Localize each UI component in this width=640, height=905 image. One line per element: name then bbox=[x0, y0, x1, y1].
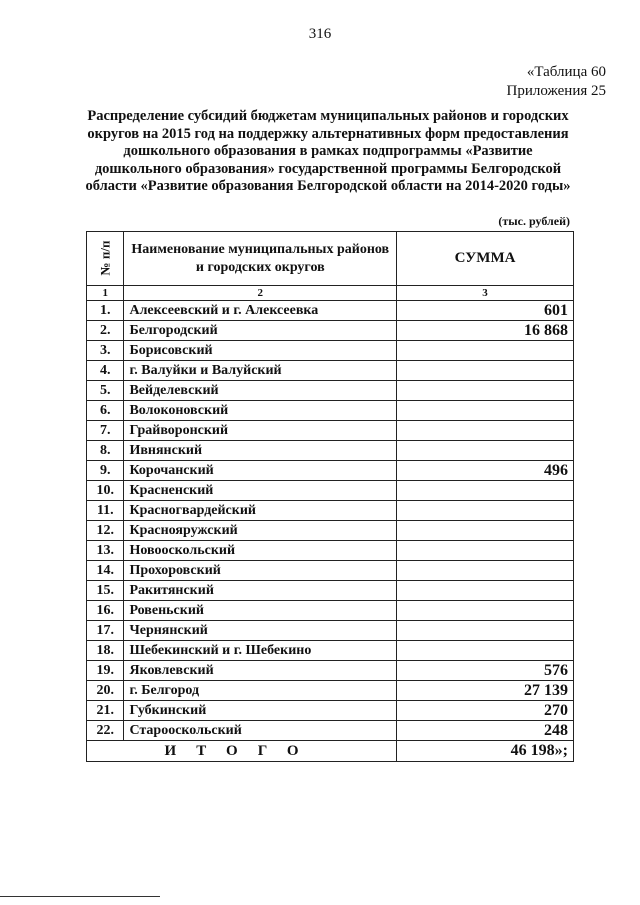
row-district: Ивнянский bbox=[124, 441, 397, 461]
row-district: Красногвардейский bbox=[124, 501, 397, 521]
row-sum bbox=[397, 441, 574, 461]
subsidy-table bbox=[86, 231, 574, 762]
row-district: Борисовский bbox=[124, 341, 397, 361]
row-sum bbox=[397, 561, 574, 581]
row-district: Корочанский bbox=[124, 461, 397, 481]
row-sum: 576 bbox=[397, 661, 574, 681]
row-district: Чернянский bbox=[124, 621, 397, 641]
table-row bbox=[87, 541, 574, 561]
row-number: 6. bbox=[87, 401, 124, 421]
table-row bbox=[87, 621, 574, 641]
column-index-1: 1 bbox=[87, 286, 124, 301]
row-sum bbox=[397, 421, 574, 441]
row-number: 15. bbox=[87, 581, 124, 601]
row-number: 4. bbox=[87, 361, 124, 381]
row-district: Новооскольский bbox=[124, 541, 397, 561]
table-row bbox=[87, 561, 574, 581]
row-number: 19. bbox=[87, 661, 124, 681]
table-row bbox=[87, 481, 574, 501]
row-number: 7. bbox=[87, 421, 124, 441]
row-district: Шебекинский и г. Шебекино bbox=[124, 641, 397, 661]
row-district: г. Белгород bbox=[124, 681, 397, 701]
row-sum bbox=[397, 621, 574, 641]
row-district: Губкинский bbox=[124, 701, 397, 721]
table-reference: «Таблица 60 bbox=[526, 64, 606, 80]
row-number: 17. bbox=[87, 621, 124, 641]
table-row bbox=[87, 361, 574, 381]
row-number: 10. bbox=[87, 481, 124, 501]
row-number: 20. bbox=[87, 681, 124, 701]
row-sum bbox=[397, 601, 574, 621]
row-sum bbox=[397, 501, 574, 521]
table-row bbox=[87, 601, 574, 621]
row-number: 14. bbox=[87, 561, 124, 581]
page-number: 316 bbox=[308, 26, 332, 42]
footer-divider bbox=[0, 896, 160, 897]
table-row bbox=[87, 661, 574, 681]
row-district: Яковлевский bbox=[124, 661, 397, 681]
row-district: Белгородский bbox=[124, 321, 397, 341]
column-index-row bbox=[87, 286, 574, 301]
table-row bbox=[87, 441, 574, 461]
table-header-row bbox=[87, 232, 574, 286]
row-district: Грайворонский bbox=[124, 421, 397, 441]
table-row bbox=[87, 301, 574, 321]
table-row bbox=[87, 381, 574, 401]
row-number: 3. bbox=[87, 341, 124, 361]
table-row bbox=[87, 721, 574, 741]
appendix-number: Приложения 25 bbox=[506, 83, 606, 99]
row-sum: 16 868 bbox=[397, 321, 574, 341]
column-index-2: 2 bbox=[124, 286, 397, 301]
header-sum: СУММА bbox=[397, 232, 574, 286]
table-row bbox=[87, 501, 574, 521]
row-number: 16. bbox=[87, 601, 124, 621]
table-row bbox=[87, 641, 574, 661]
header-number-label: № п/п bbox=[97, 240, 113, 276]
row-sum bbox=[397, 361, 574, 381]
row-sum bbox=[397, 641, 574, 661]
row-number: 9. bbox=[87, 461, 124, 481]
total-row bbox=[87, 741, 574, 762]
row-district: Волоконовский bbox=[124, 401, 397, 421]
total-label: ИТОГО bbox=[87, 741, 397, 762]
row-number: 1. bbox=[87, 301, 124, 321]
row-sum: 27 139 bbox=[397, 681, 574, 701]
document-title: Распределение субсидий бюджетам муниципальных районов и городских округов на 2015 год на поддержку альтернативных форм предоставления дошкольного образования в рамках подпрограммы «Развитие дошкольного образования» государственной программы Белгородской области «Развитие образования Белгородской области на 2014-2020 годы» bbox=[85, 108, 571, 195]
table-row bbox=[87, 421, 574, 441]
row-district: Вейделевский bbox=[124, 381, 397, 401]
row-number: 11. bbox=[87, 501, 124, 521]
row-number: 12. bbox=[87, 521, 124, 541]
row-sum bbox=[397, 401, 574, 421]
table-row bbox=[87, 341, 574, 361]
row-district: Ракитянский bbox=[124, 581, 397, 601]
table-row bbox=[87, 401, 574, 421]
row-number: 2. bbox=[87, 321, 124, 341]
row-sum bbox=[397, 541, 574, 561]
row-district: Прохоровский bbox=[124, 561, 397, 581]
row-sum bbox=[397, 341, 574, 361]
row-number: 5. bbox=[87, 381, 124, 401]
row-number: 8. bbox=[87, 441, 124, 461]
row-sum: 270 bbox=[397, 701, 574, 721]
row-number: 13. bbox=[87, 541, 124, 561]
table-row bbox=[87, 521, 574, 541]
row-sum bbox=[397, 581, 574, 601]
row-district: Ровеньский bbox=[124, 601, 397, 621]
row-sum: 601 bbox=[397, 301, 574, 321]
appendix-reference bbox=[507, 63, 607, 101]
row-sum: 496 bbox=[397, 461, 574, 481]
row-district: г. Валуйки и Валуйский bbox=[124, 361, 397, 381]
row-sum bbox=[397, 521, 574, 541]
header-number bbox=[87, 232, 124, 286]
header-name: Наименование муниципальных районов и городских округов bbox=[124, 232, 397, 286]
table-row bbox=[87, 461, 574, 481]
units-label: (тыс. рублей) bbox=[498, 214, 570, 228]
total-sum: 46 198»; bbox=[397, 741, 574, 762]
table-body bbox=[87, 301, 574, 762]
row-number: 22. bbox=[87, 721, 124, 741]
row-district: Старооскольский bbox=[124, 721, 397, 741]
table-row bbox=[87, 321, 574, 341]
row-sum bbox=[397, 381, 574, 401]
row-sum bbox=[397, 481, 574, 501]
table-row bbox=[87, 701, 574, 721]
row-number: 18. bbox=[87, 641, 124, 661]
table-row bbox=[87, 681, 574, 701]
row-district: Красненский bbox=[124, 481, 397, 501]
row-district: Краснояружский bbox=[124, 521, 397, 541]
row-district: Алексеевский и г. Алексеевка bbox=[124, 301, 397, 321]
row-number: 21. bbox=[87, 701, 124, 721]
row-sum: 248 bbox=[397, 721, 574, 741]
table-row bbox=[87, 581, 574, 601]
column-index-3: 3 bbox=[397, 286, 574, 301]
